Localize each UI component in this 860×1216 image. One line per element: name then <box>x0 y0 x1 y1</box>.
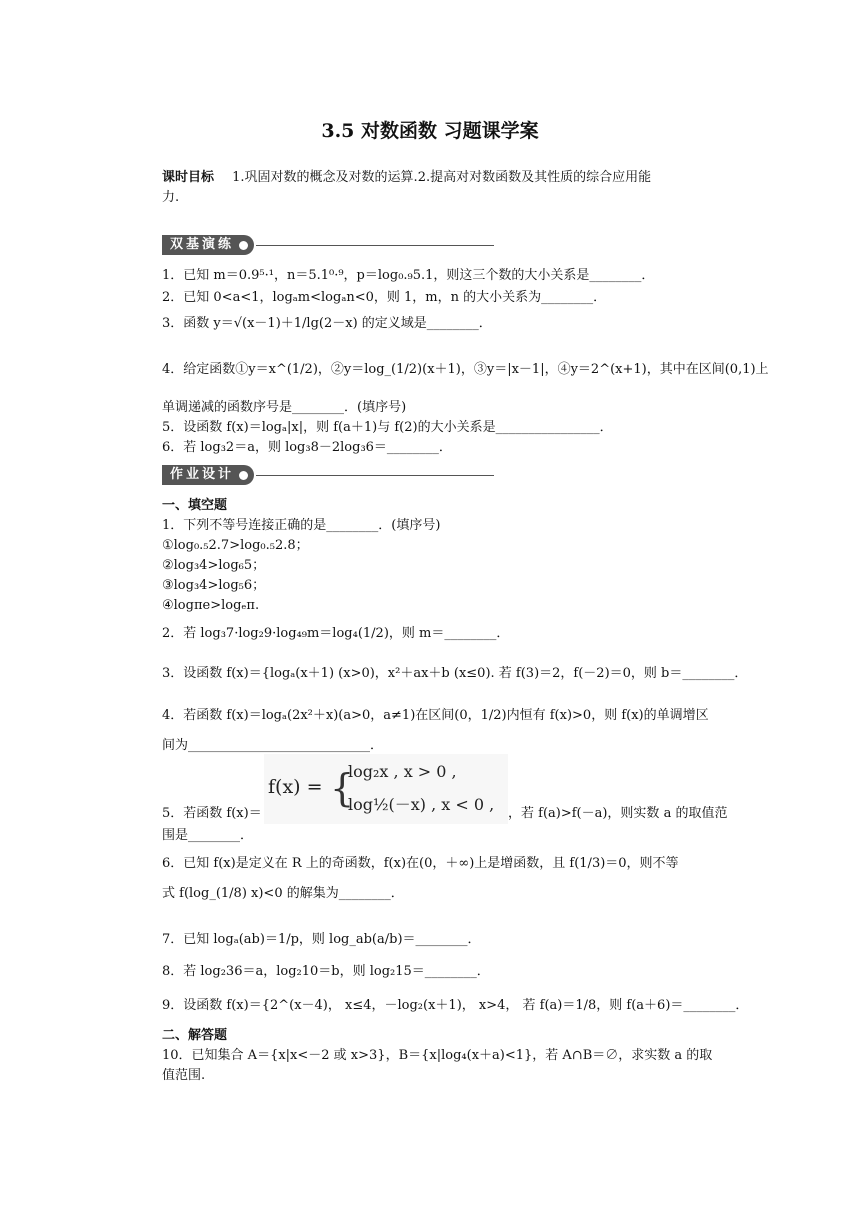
q1-option-1: ①log₀.₅2.7>log₀.₅2.8； <box>162 538 309 553</box>
q9: 9．设函数 f(x)＝{2^(x－4)， x≤4，－log₂(x＋1)， x>4， 若 f(a)＝1/8，则 f(a＋6)＝________． <box>162 998 749 1013</box>
q4-line1: 4．若函数 f(x)＝logₐ(2x²＋x)(a>0，a≠1)在区间(0，1/2)内恒有 f(x)>0，则 f(x)的单调增区 <box>162 708 709 723</box>
heading-fill-blank: 一、填空题 <box>162 498 228 513</box>
objective-text: 1.巩固对数的概念及对数的运算.2.提高对对数函数及其性质的综合应用能 <box>232 170 652 185</box>
q3: 3．设函数 f(x)＝{logₐ(x＋1) (x>0)，x²＋ax＋b (x≤0). 若 f(3)＝2，f(－2)＝0，则 b＝________． <box>162 666 748 681</box>
q6-line1: 6．已知 f(x)是定义在 R 上的奇函数，f(x)在(0，＋∞)上是增函数，且 f(1/3)＝0，则不等 <box>162 856 679 871</box>
s1-item-3: 3．函数 y＝√(x－1)＋1/lg(2－x) 的定义域是________． <box>162 316 492 331</box>
formula-lhs: f(x) = <box>268 776 323 798</box>
s1-item-4b: 单调递减的函数序号是________．(填序号) <box>162 400 407 415</box>
q1-option-2: ②log₃4>log₆5； <box>162 558 266 573</box>
dot-icon <box>239 471 248 480</box>
dot-icon <box>239 241 248 250</box>
q2: 2．若 log₃7·log₂9·log₄₉m＝log₄(1/2)，则 m＝________． <box>162 626 510 641</box>
s1-item-2: 2．已知 0<a<1，logₐm<logₐn<0，则 1，m，n 的大小关系为________． <box>162 290 607 305</box>
q7: 7．已知 logₐ(ab)＝1/p，则 log_ab(a/b)＝________． <box>162 932 481 947</box>
brace-icon: { <box>330 766 355 810</box>
page-title: 3.5 对数函数 习题课学案 <box>321 120 539 142</box>
s1-item-6: 6．若 log₃2＝a，则 log₃8－2log₃6＝________． <box>162 440 452 455</box>
q6-line2: 式 f(log_(1/8) x)<0 的解集为________． <box>162 886 404 901</box>
section-banner-basic <box>162 234 494 256</box>
q5-suffix: ，若 f(a)>f(－a)，则实数 a 的取值范 <box>508 806 728 821</box>
objective-line1 <box>162 168 651 187</box>
q5-line2: 围是________． <box>162 828 254 843</box>
s1-item-1: 1．已知 m＝0.9⁵·¹，n＝5.1⁰·⁹，p＝log₀.₉5.1，则这三个数的大小关系是________． <box>162 268 655 283</box>
formula-case1: log₂x , x > 0 , <box>348 762 457 781</box>
banner-divider <box>256 245 494 246</box>
banner-divider <box>256 475 494 476</box>
s1-item-4a: 4．给定函数①y＝x^(1/2)，②y＝log_(1/2)(x＋1)，③y＝|x－1|，④y＝2^(x+1)，其中在区间(0,1)上 <box>162 362 769 377</box>
banner-label: 作业设计 <box>170 467 235 482</box>
objective-label: 课时目标 <box>162 170 215 185</box>
q1: 1．下列不等号连接正确的是________．(填序号) <box>162 518 441 533</box>
objective-line2: 力. <box>162 190 180 205</box>
section-banner-homework <box>162 464 494 486</box>
q10-line2: 值范围. <box>162 1068 206 1083</box>
q10-line1: 10．已知集合 A＝{x|x<－2 或 x>3}，B＝{x|log₄(x＋a)<1}，若 A∩B＝∅，求实数 a 的取 <box>162 1048 713 1063</box>
q8: 8．若 log₂36＝a，log₂10＝b，则 log₂15＝________． <box>162 964 490 979</box>
formula-case2: log½(－x) , x < 0 , <box>348 795 495 814</box>
heading-solve: 二、解答题 <box>162 1028 228 1043</box>
piecewise-formula-image <box>264 754 508 824</box>
s1-item-5: 5．设函数 f(x)＝logₐ|x|，则 f(a＋1)与 f(2)的大小关系是________________． <box>162 420 613 435</box>
q5-prefix: 5．若函数 f(x)＝ <box>162 806 262 821</box>
banner-label: 双基演练 <box>170 237 235 252</box>
q4-line2: 间为____________________________． <box>162 738 384 753</box>
q1-option-3: ③log₃4>log₅6； <box>162 578 266 593</box>
q1-option-4: ④logπe>logₑπ. <box>162 598 260 613</box>
